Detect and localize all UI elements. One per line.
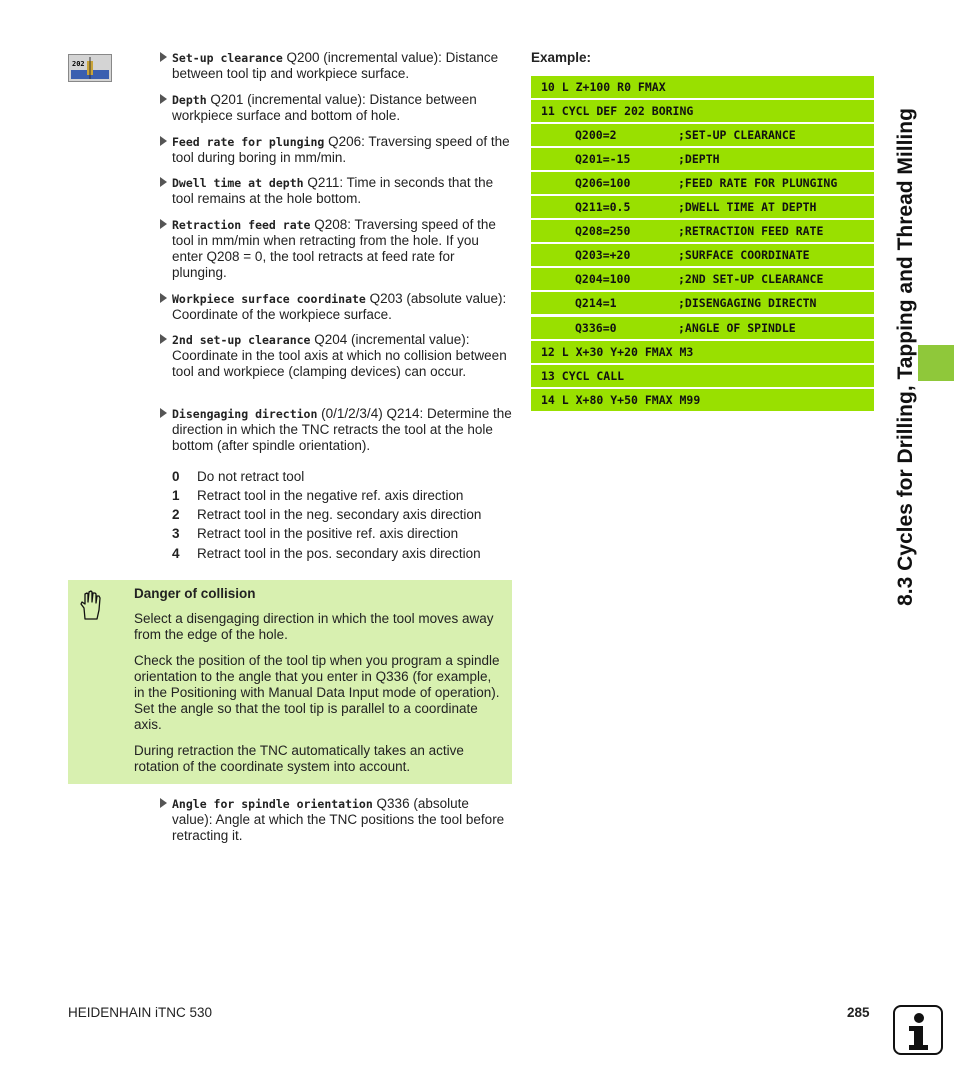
bullet-triangle-icon [160,136,167,146]
param-name: Depth [172,93,207,107]
code-line [531,172,874,194]
option-item [172,469,512,487]
option-number: 0 [172,469,180,484]
option-number: 1 [172,488,180,503]
param-desc: Q211: Time in seconds that the tool remains at the hole bottom. [172,175,494,206]
code-line [531,341,874,363]
param-feed-rate-plunging [160,134,512,166]
param-depth [160,92,512,124]
code-text: 10 L Z+100 R0 FMAX [541,80,666,94]
param-name: 2nd set-up clearance [172,333,311,347]
code-text: 11 CYCL DEF 202 BORING [541,104,694,118]
code-comment: ;DWELL TIME AT DEPTH [678,200,817,214]
chapter-side-title-text: 8.3 Cycles for Drilling, Tapping and Thread Milling [894,108,917,606]
bullet-triangle-icon [160,177,167,187]
param-spindle-angle [160,796,512,844]
info-icon [893,1005,943,1055]
param-desc: Q336 (absolute value): Angle at which the TNC positions the tool before retracting it. [172,796,505,843]
code-comment: ;ANGLE OF SPINDLE [678,321,796,335]
param-name: Retraction feed rate [172,218,311,232]
code-line [531,148,874,170]
param-desc: Q204 (incremental value): Coordinate in the tool axis at which no collision between tool and workpiece (clamping devices) can occur. [172,332,507,379]
code-param: Q208=250 [575,224,631,238]
param-desc: Q206: Traversing speed of the tool during boring in mm/min. [172,134,510,165]
param-workpiece-surface [160,291,512,323]
param-desc: Q203 (absolute value): Coordinate of the workpiece surface. [172,291,507,322]
code-line [531,365,874,387]
code-comment: ;DISENGAGING DIRECTN [678,296,817,310]
param-dwell-time [160,175,512,207]
code-comment: ;FEED RATE FOR PLUNGING [678,176,838,190]
code-comment: ;2ND SET-UP CLEARANCE [678,272,824,286]
code-line [531,389,874,411]
param-desc: Q201 (incremental value): Distance between workpiece surface and bottom of hole. [172,92,477,123]
option-desc: Retract tool in the pos. secondary axis direction [197,546,481,561]
cycle-icon-label: 202 [72,60,85,68]
param-name: Angle for spindle orientation [172,797,373,811]
param-name: Feed rate for plunging [172,135,325,149]
code-param: Q201=-15 [575,152,631,166]
code-text: 12 L X+30 Y+20 FMAX M3 [541,345,694,359]
boring-graphic-icon [69,55,111,81]
code-param: Q214=1 [575,296,617,310]
code-line [531,244,874,266]
option-desc: Do not retract tool [197,469,305,484]
collision-warning-box [68,580,512,784]
warning-paragraph: During retraction the TNC automatically takes an active rotation of the coordinate system into account. [134,743,464,774]
option-item [172,526,512,544]
code-line [531,76,874,98]
code-line [531,268,874,290]
code-param: Q336=0 [575,321,617,335]
param-desc: Q208: Traversing speed of the tool in mm/min when retracting from the hole. If you enter Q208 = 0, the tool retracts at feed rate for plunging. [172,217,496,280]
bullet-triangle-icon [160,798,167,808]
code-line [531,292,874,314]
code-param: Q203=+20 [575,248,631,262]
option-number: 4 [172,546,180,561]
option-item [172,546,512,564]
code-text: 13 CYCL CALL [541,369,625,383]
option-desc: Retract tool in the negative ref. axis direction [197,488,464,503]
param-retraction-feed-rate [160,217,512,281]
bullet-triangle-icon [160,334,167,344]
bullet-triangle-icon [160,219,167,229]
option-number: 3 [172,526,180,541]
code-param: Q204=100 [575,272,631,286]
bullet-triangle-icon [160,94,167,104]
example-label: Example: [531,50,592,65]
param-setup-clearance [160,50,512,82]
param-name: Workpiece surface coordinate [172,292,366,306]
chapter-side-title [876,52,936,662]
option-desc: Retract tool in the neg. secondary axis direction [197,507,482,522]
code-param: Q211=0.5 [575,200,631,214]
code-text: 14 L X+80 Y+50 FMAX M99 [541,393,701,407]
warning-paragraph: Check the position of the tool tip when you program a spindle orientation to the angle that you enter in Q336 (for example, in the Positioning with Manual Data Input mode of operation). Set the angle so that the tool tip is parallel to a coordinate axis. [134,653,500,732]
param-desc: Q200 (incremental value): Distance between tool tip and workpiece surface. [172,50,499,81]
code-comment: ;DEPTH [678,152,720,166]
page-number: 285 [847,1005,870,1020]
option-item [172,488,512,506]
code-comment: ;SURFACE COORDINATE [678,248,810,262]
code-param: Q200=2 [575,128,617,142]
code-line [531,124,874,146]
param-name: Set-up clearance [172,51,283,65]
code-line [531,317,874,339]
param-desc: (0/1/2/3/4) Q214: Determine the direction in which the TNC retracts the tool at the hole bottom (after spindle orientation). [172,406,512,453]
bullet-triangle-icon [160,293,167,303]
code-comment: ;RETRACTION FEED RATE [678,224,824,238]
warning-title: Danger of collision [134,586,256,601]
param-name: Dwell time at depth [172,176,304,190]
option-desc: Retract tool in the positive ref. axis direction [197,526,459,541]
param-disengaging-direction [160,406,512,454]
code-param: Q206=100 [575,176,631,190]
option-item [172,507,512,525]
option-number: 2 [172,507,180,522]
footer-product: HEIDENHAIN iTNC 530 [68,1005,213,1020]
code-line [531,196,874,218]
warning-paragraph: Select a disengaging direction in which the tool moves away from the edge of the hole. [134,611,494,642]
param-name: Disengaging direction [172,407,318,421]
code-line [531,100,874,122]
bullet-triangle-icon [160,408,167,418]
code-comment: ;SET-UP CLEARANCE [678,128,796,142]
code-line [531,220,874,242]
warning-hand-icon [78,590,102,620]
param-2nd-setup-clearance [160,332,512,380]
bullet-triangle-icon [160,52,167,62]
cycle-202-icon [68,54,112,82]
